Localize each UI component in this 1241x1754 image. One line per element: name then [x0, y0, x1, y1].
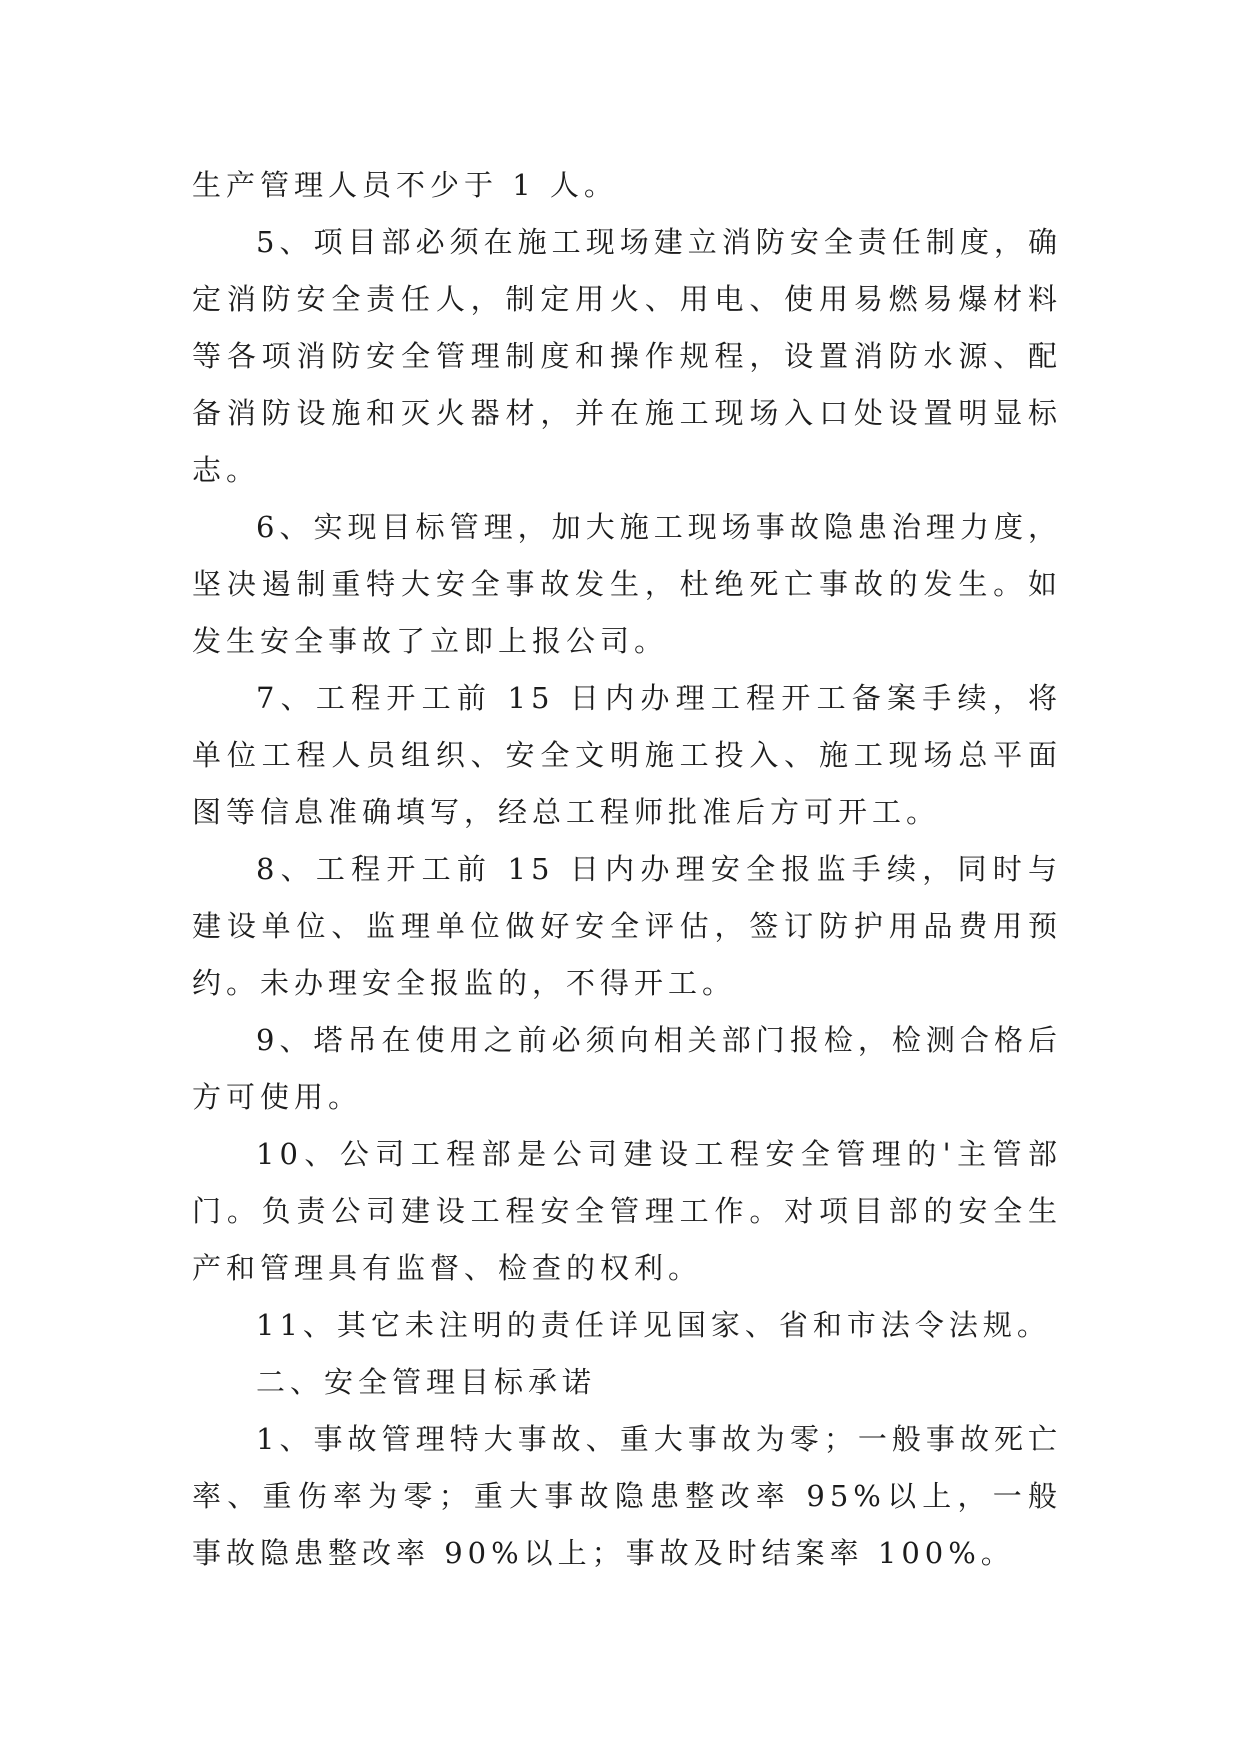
paragraph-item-11: 11、其它未注明的责任详见国家、省和市法令法规。 — [256, 1308, 1051, 1342]
document-body — [192, 157, 1062, 1582]
paragraph-item-7: 7、工程开工前 15 日内办理工程开工备案手续，将单位工程人员组织、安全文明施工投入、施工现场总平面图等信息准确填写，经总工程师批准后方可开工。 — [192, 681, 1062, 829]
paragraph-target-1: 1、事故管理特大事故、重大事故为零；一般事故死亡率、重伤率为零；重大事故隐患整改率 95%以上，一般事故隐患整改率 90%以上；事故及时结案率 100%。 — [192, 1422, 1062, 1570]
paragraph-item-6: 6、实现目标管理，加大施工现场事故隐患治理力度，坚决遏制重特大安全事故发生，杜绝死亡事故的发生。如发生安全事故了立即上报公司。 — [192, 510, 1062, 658]
paragraph-continuation: 生产管理人员不少于 1 人。 — [192, 168, 618, 202]
paragraph-item-5: 5、项目部必须在施工现场建立消防安全责任制度，确定消防安全责任人，制定用火、用电、使用易燃易爆材料等各项消防安全管理制度和操作规程，设置消防水源、配备消防设施和灭火器材，并在施工现场入口处设置明显标志。 — [192, 225, 1062, 487]
paragraph-item-10: 10、公司工程部是公司建设工程安全管理的'主管部门。负责公司建设工程安全管理工作。对项目部的安全生产和管理具有监督、检查的权利。 — [192, 1137, 1062, 1285]
paragraph-item-9: 9、塔吊在使用之前必须向相关部门报检，检测合格后方可使用。 — [192, 1023, 1062, 1114]
paragraph-item-8: 8、工程开工前 15 日内办理安全报监手续，同时与建设单位、监理单位做好安全评估，签订防护用品费用预约。未办理安全报监的，不得开工。 — [192, 852, 1062, 1000]
section-heading-2: 二、安全管理目标承诺 — [256, 1365, 597, 1399]
